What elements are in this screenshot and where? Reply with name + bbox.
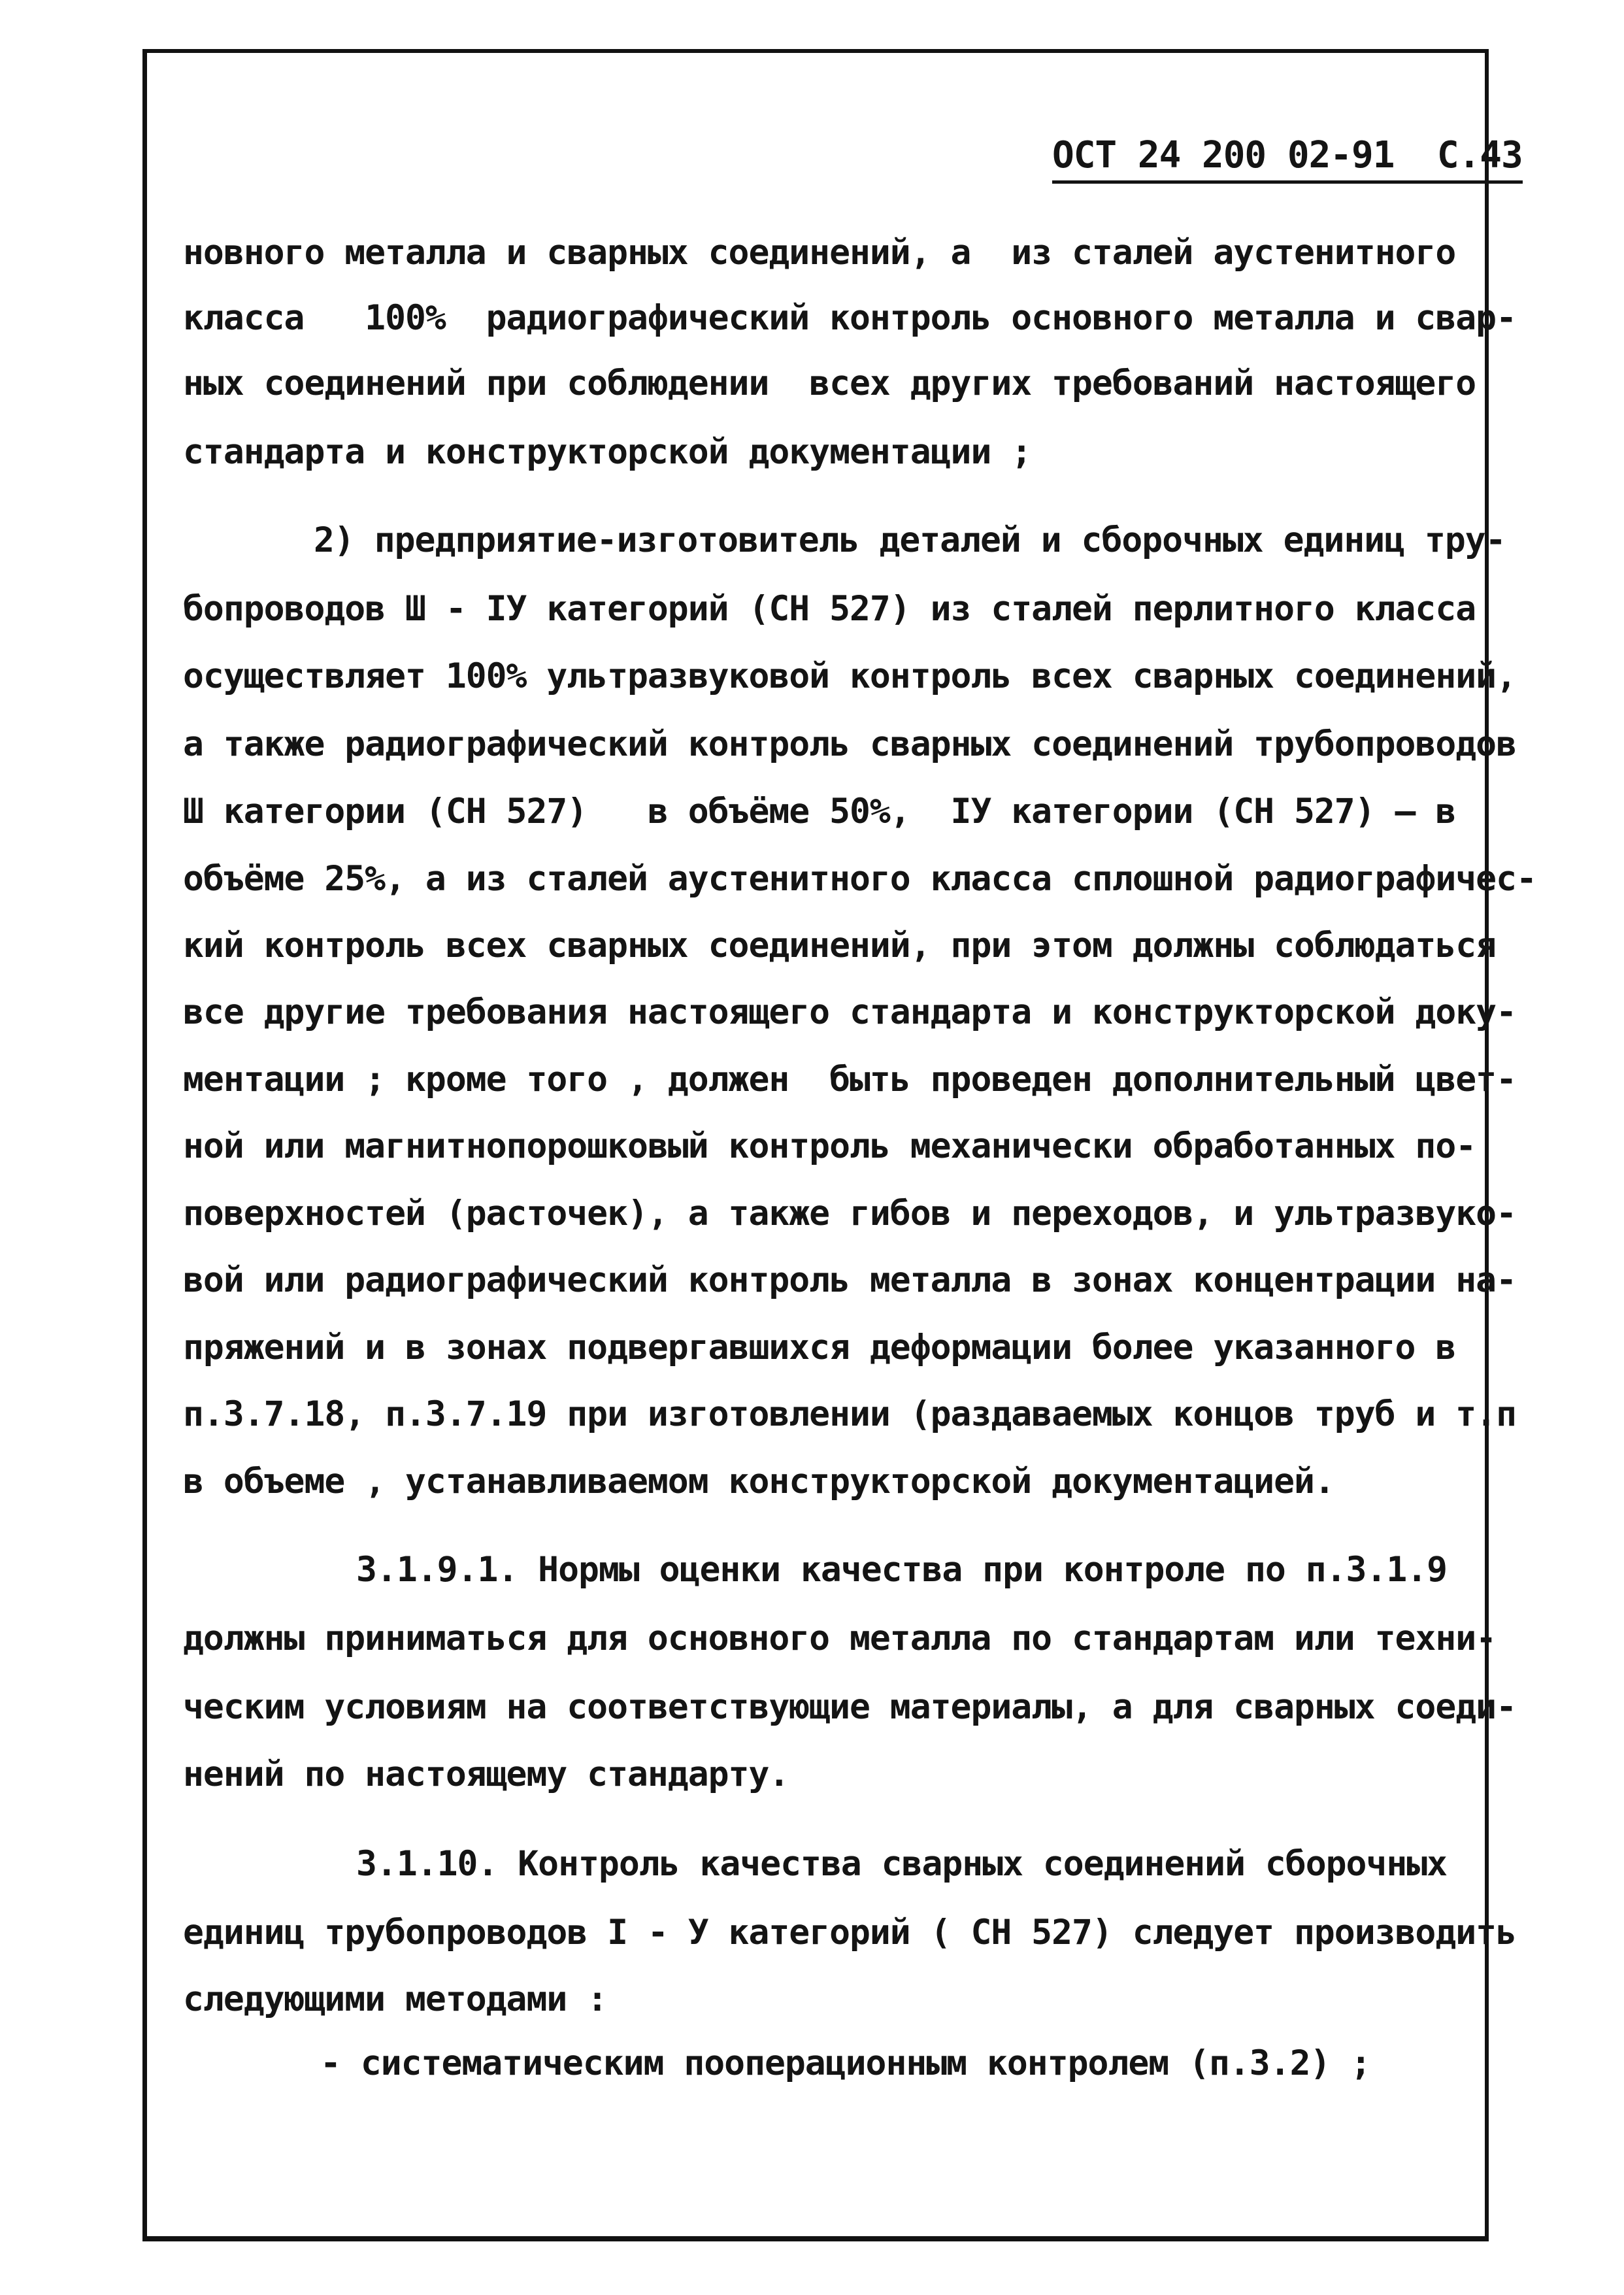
text-line: класса 100% радиографический контроль основного металла и свар-	[183, 298, 1516, 338]
text-line: 2) предприятие-изготовитель деталей и сборочных единиц тру-	[314, 520, 1506, 560]
text-line: ных соединений при соблюдении всех других требований настоящего	[183, 363, 1476, 403]
text-line: поверхностей (расточек), а также гибов и переходов, и ультразвуко-	[183, 1194, 1516, 1233]
text-line: должны приниматься для основного металла по стандартам или техни-	[183, 1618, 1497, 1658]
text-line: ной или магнитнопорошковый контроль механически обработанных по-	[183, 1126, 1476, 1166]
text-line: новного металла и сварных соединений, а из сталей аустенитного	[183, 233, 1456, 273]
text-line: осуществляет 100% ультразвуковой контроль всех сварных соединений,	[183, 656, 1516, 696]
text-line: 3.1.9.1. Нормы оценки качества при контроле по п.3.1.9	[356, 1550, 1448, 1590]
text-line: все другие требования настоящего стандарта и конструкторской доку-	[183, 992, 1516, 1032]
text-line: п.3.7.18, п.3.7.19 при изготовлении (раздаваемых концов труб и т.п	[183, 1394, 1516, 1434]
text-line: бопроводов Ш - IУ категорий (СН 527) из сталей перлитного класса	[183, 589, 1476, 629]
text-line: ческим условиям на соответствующие материалы, а для сварных соеди-	[183, 1687, 1516, 1727]
text-line: объёме 25%, а из сталей аустенитного класса сплошной радиографичес-	[183, 859, 1536, 899]
text-line: а также радиографический контроль сварных соединений трубопроводов	[183, 724, 1516, 764]
text-line: в объеме , устанавливаемом конструкторской документацией.	[183, 1462, 1334, 1501]
text-line: единиц трубопроводов I - У категорий ( СН 527) следует производить	[183, 1913, 1516, 1952]
text-line: стандарта и конструкторской документации ;	[183, 432, 1032, 472]
text-line: кий контроль всех сварных соединений, при этом должны соблюдаться	[183, 926, 1497, 965]
text-line: нений по настоящему стандарту.	[183, 1754, 789, 1794]
text-line: следующими методами :	[183, 1979, 608, 2019]
text-line: вой или радиографический контроль металла в зонах концентрации на-	[183, 1260, 1516, 1300]
text-line: пряжений и в зонах подвергавшихся деформации более указанного в	[183, 1328, 1456, 1367]
text-line: Ш категории (СН 527) в объёме 50%, IУ категории (СН 527) — в	[183, 792, 1456, 831]
text-line: - систематическим пооперационным контролем (п.3.2) ;	[320, 2043, 1371, 2083]
document-code: ОСТ 24 200 02-91 С.43	[1052, 134, 1523, 184]
text-line: 3.1.10. Контроль качества сварных соединений сборочных	[356, 1844, 1448, 1884]
text-line: ментации ; кроме того , должен быть проведен дополнительный цвет-	[183, 1060, 1516, 1099]
